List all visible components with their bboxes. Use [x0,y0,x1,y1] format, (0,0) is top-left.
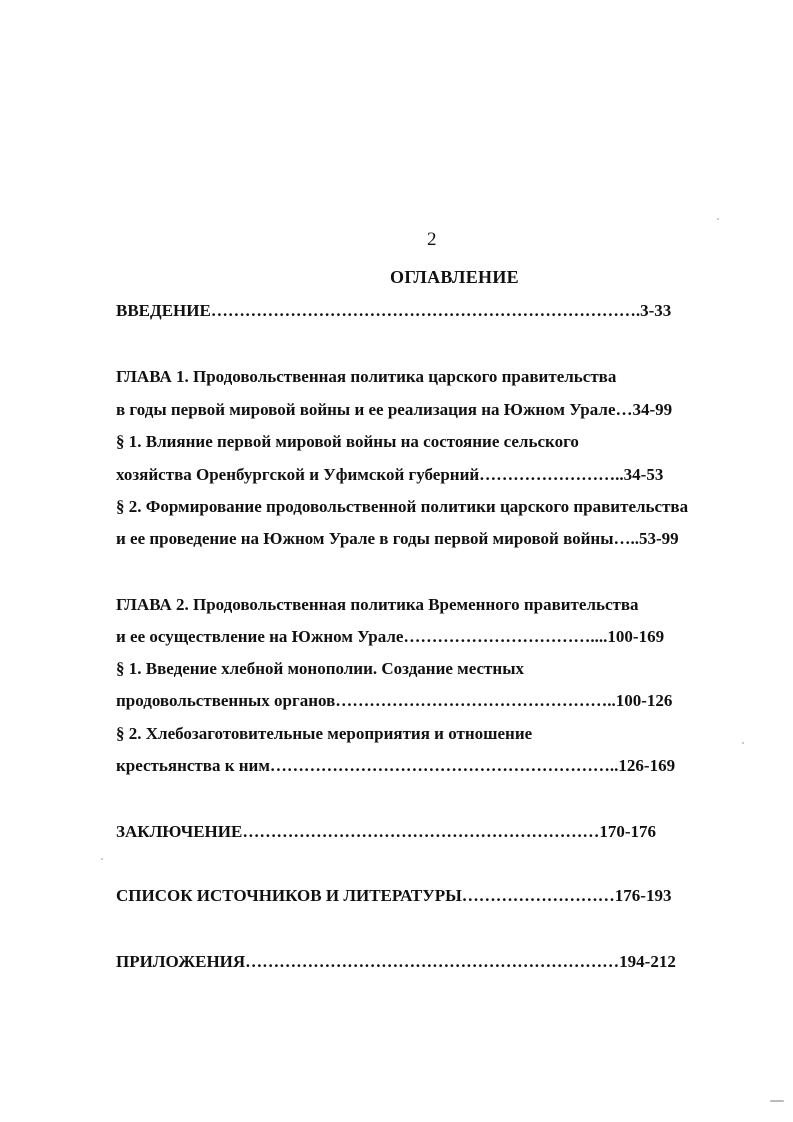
scan-speck [101,858,103,860]
toc-chapter1-section1-line1: § 1. Влияние первой мировой войны на состояние сельского [116,432,579,451]
toc-chapter1-section2-line2: и ее проведение на Южном Урале в годы первой мировой войны…..53-99 [116,529,679,548]
toc-chapter1-title-line1: ГЛАВА 1. Продовольственная политика царского правительства [116,367,617,386]
scan-edge-mark [770,1100,784,1102]
toc-chapter2-section2-line1: § 2. Хлебозаготовительные мероприятия и отношение [116,724,533,743]
toc-entry-introduction: ВВЕДЕНИЕ………………………………………………………………….3-33 [116,301,672,320]
toc-entry-sources: СПИСОК ИСТОЧНИКОВ И ЛИТЕРАТУРЫ………………………176-193 [116,886,672,905]
page-title: ОГЛАВЛЕНИЕ [390,267,519,287]
toc-chapter2-section1-line1: § 1. Введение хлебной монополии. Создание местных [116,659,524,678]
toc-chapter2-section1-line2: продовольственных органов…………………………………………..100-126 [116,691,673,710]
scan-speck [717,218,719,220]
page-number: 2 [427,229,437,250]
toc-chapter1-title-line2: в годы первой мировой войны и ее реализация на Южном Урале…34-99 [116,400,673,419]
toc-chapter2-title-line2: и ее осуществление на Южном Урале……………………………....100-169 [116,627,665,646]
toc-chapter1-section2-line1: § 2. Формирование продовольственной политики царского правительства [116,497,689,516]
toc-entry-conclusion: ЗАКЛЮЧЕНИЕ………………………………………………………170-176 [116,822,656,841]
toc-entry-appendices: ПРИЛОЖЕНИЯ…………………………………………………………194-212 [116,952,676,971]
scan-speck [742,742,744,744]
toc-chapter2-section2-line2: крестьянства к ним……………………………………………………..126-169 [116,756,676,775]
toc-chapter2-title-line1: ГЛАВА 2. Продовольственная политика Временного правительства [116,595,639,614]
toc-chapter1-section1-line2: хозяйства Оренбургской и Уфимской губерний……………………..34-53 [116,465,664,484]
